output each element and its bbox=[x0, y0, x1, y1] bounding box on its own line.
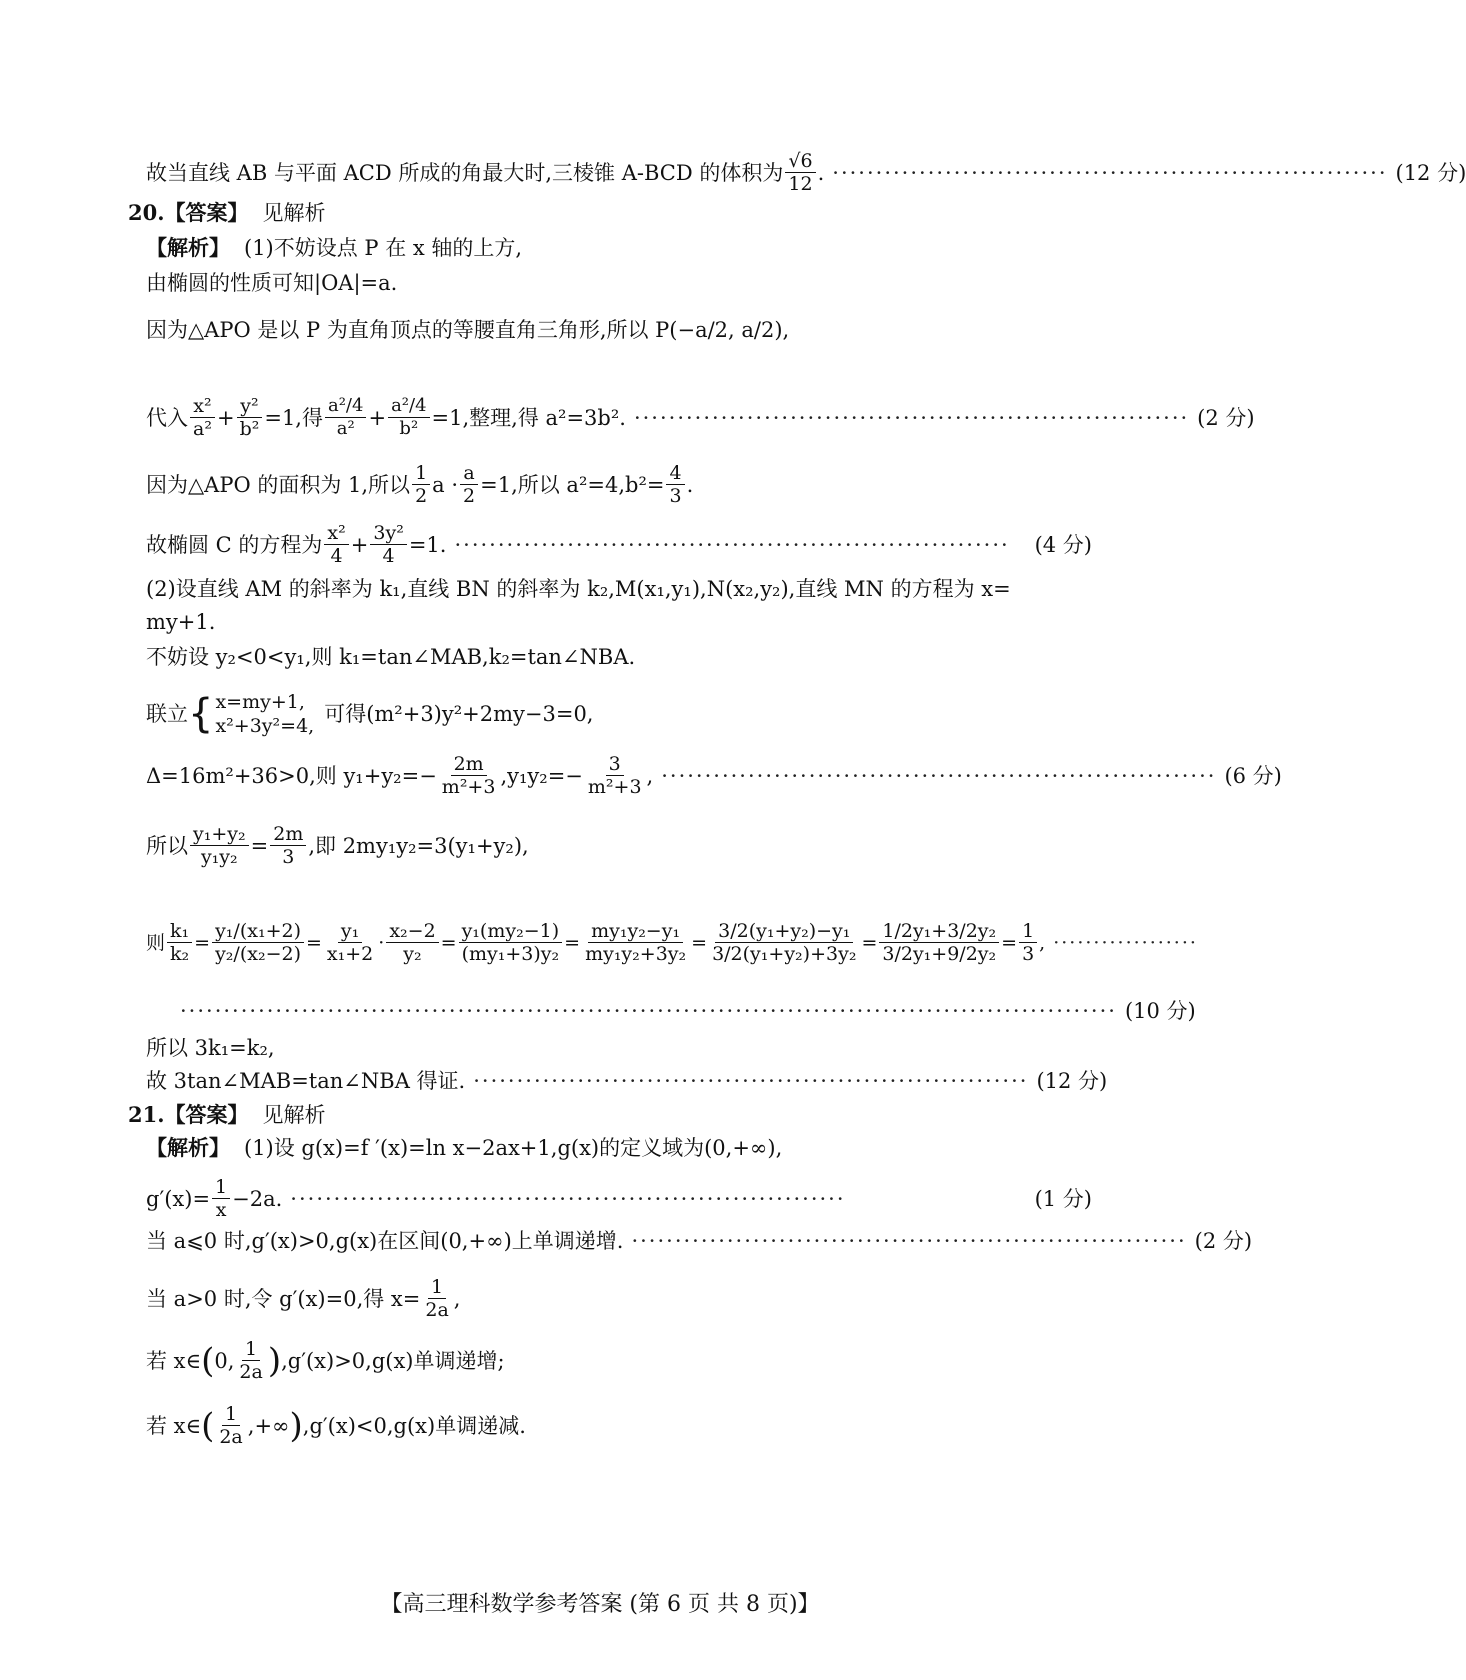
math-line bbox=[146, 1033, 1092, 1063]
fraction-part: 1/2y₁+3/2y₂ bbox=[879, 920, 999, 943]
math-text: = bbox=[250, 833, 269, 858]
left-paren: ( bbox=[201, 1405, 215, 1446]
math-text: =1,所以 a²=4,b²= bbox=[480, 472, 665, 497]
period: . bbox=[817, 160, 825, 185]
fraction-part: 2m bbox=[270, 823, 306, 846]
fraction-part: y₁ bbox=[338, 920, 362, 943]
fraction-part: y₁+y₂ bbox=[190, 823, 249, 846]
math-text: , bbox=[646, 763, 654, 788]
dot-leader: ································································ bbox=[473, 1069, 1029, 1093]
fraction-part: a² bbox=[193, 418, 212, 440]
fraction-part: y₁(my₂−1) bbox=[459, 920, 563, 943]
fraction-part: 1 bbox=[242, 1338, 260, 1361]
math-line bbox=[146, 574, 1092, 604]
fraction-part: 1 bbox=[412, 462, 430, 485]
score-10: (10 分) bbox=[1124, 999, 1196, 1023]
volume-fraction bbox=[785, 150, 815, 195]
fraction bbox=[388, 395, 429, 440]
fraction bbox=[190, 823, 249, 868]
fraction bbox=[324, 522, 348, 567]
math-text: , bbox=[453, 1286, 461, 1311]
answer-tag: 【答案】 bbox=[164, 1102, 249, 1127]
fraction-part: a²/4 bbox=[325, 395, 366, 418]
fraction-part: 3 bbox=[669, 485, 682, 507]
dot-leader: ································································ bbox=[290, 1186, 846, 1211]
fraction-part: 1 bbox=[428, 1276, 446, 1299]
fraction bbox=[709, 920, 859, 965]
score-line bbox=[180, 996, 1196, 1026]
fraction-part: 3/2(y₁+y₂)−y₁ bbox=[715, 920, 853, 943]
math-text: ,g′(x)<0,g(x)单调递减. bbox=[302, 1413, 526, 1438]
score-12: (12 分) bbox=[1395, 160, 1466, 185]
math-text: 联立 bbox=[146, 702, 188, 726]
math-text: 若 x∈ bbox=[146, 1413, 202, 1438]
math-text: , bbox=[1039, 931, 1046, 954]
fraction bbox=[190, 395, 215, 440]
fraction-part: 1 bbox=[212, 1176, 230, 1199]
math-line bbox=[146, 1176, 1092, 1221]
fraction-part: x₂−2 bbox=[386, 920, 438, 943]
fraction-part: 2m bbox=[451, 753, 487, 776]
math-text: g′(x)= bbox=[146, 1186, 211, 1211]
fraction-part: 2a bbox=[425, 1299, 449, 1321]
right-paren: ) bbox=[289, 1405, 303, 1446]
score-2: (2 分) bbox=[1197, 405, 1255, 430]
math-text: 所以 3k₁=k₂, bbox=[146, 1036, 275, 1060]
fraction bbox=[212, 920, 304, 965]
answer-tag: 【答案】 bbox=[164, 200, 249, 225]
analysis-text: (1)不妨设点 P 在 x 轴的上方, bbox=[244, 236, 523, 260]
fraction-part: 2 bbox=[463, 485, 476, 507]
multiply-dot: · bbox=[378, 931, 385, 954]
math-text: ,g′(x)>0,g(x)单调递增; bbox=[281, 1348, 505, 1373]
math-line bbox=[146, 1226, 1253, 1256]
fraction-part: 4 bbox=[330, 545, 343, 567]
fraction bbox=[666, 462, 684, 507]
fraction-part: x bbox=[215, 1199, 227, 1221]
fraction-part: y₁/(x₁+2) bbox=[212, 920, 304, 943]
question-number: 21. bbox=[128, 1102, 165, 1127]
fraction-part: y₂/(x₂−2) bbox=[215, 943, 301, 965]
dot-leader: ································································ bbox=[631, 1229, 1187, 1253]
analysis-tag: 【解析】 bbox=[146, 235, 230, 260]
fraction bbox=[370, 522, 406, 567]
fraction bbox=[439, 753, 499, 798]
fraction-part: y₁y₂ bbox=[200, 846, 238, 868]
fraction-part: 2a bbox=[219, 1426, 243, 1448]
math-text: =1. bbox=[408, 532, 447, 557]
math-line: 代入 $\frac{\text{x²}}{\text{a²}}$ + $\frac{\text{y²}}{\text{b²}}$ =1,得 $\frac{\text{a²/4}}{\text{a²}}$ + $\frac{\text{a²/4}}{\text{b²}}$ =1,整理,得 a²=3b². ································································ (2 分) bbox=[146, 395, 1255, 440]
q21-answer-line bbox=[128, 1100, 1092, 1130]
math-text: Δ=16m²+36>0,则 y₁+y₂=− bbox=[146, 763, 437, 788]
fraction-part: √6 bbox=[785, 150, 815, 173]
math-text: a · bbox=[432, 472, 459, 497]
math-text: 因为△APO 是以 P 为直角顶点的等腰直角三角形,所以 P bbox=[146, 318, 670, 342]
equation-system: x=my+1, x²+3y²=4, bbox=[215, 691, 315, 737]
math-text: (2)设直线 AM 的斜率为 k₁,直线 BN 的斜率为 k₂,M(x₁,y₁),N(x₂,y₂),直线 MN 的方程为 x= bbox=[146, 577, 1011, 601]
fraction-part: k₁ bbox=[167, 920, 192, 943]
math-text: 故椭圆 C 的方程为 bbox=[146, 532, 323, 557]
fraction-part: 12 bbox=[788, 173, 813, 195]
fraction-part: 2a bbox=[239, 1361, 263, 1383]
dot-leader: ································································ bbox=[661, 763, 1217, 788]
fraction-part: y² bbox=[237, 395, 261, 418]
fraction-part: 1 bbox=[222, 1403, 240, 1426]
fraction bbox=[324, 920, 376, 965]
fraction-part: my₁y₂+3y₂ bbox=[585, 943, 687, 965]
fraction bbox=[879, 920, 999, 965]
fraction-part: a²/4 bbox=[388, 395, 429, 418]
fraction bbox=[1019, 920, 1037, 965]
page-footer: 【高三理科数学参考答案 (第 6 页 共 8 页)】 bbox=[380, 1592, 820, 1617]
math-line bbox=[146, 1276, 1092, 1321]
q20-answer-line bbox=[128, 198, 1092, 228]
fraction-part: k₂ bbox=[170, 943, 190, 965]
math-text: 由椭圆的性质可知|OA|=a. bbox=[146, 271, 398, 295]
fraction bbox=[237, 395, 263, 440]
fraction-part: my₁y₂−y₁ bbox=[588, 920, 683, 943]
math-line bbox=[146, 268, 1092, 298]
fraction bbox=[585, 753, 645, 798]
score-12: (12 分) bbox=[1036, 1069, 1108, 1093]
dot-leader: ································································ bbox=[454, 532, 1010, 557]
left-brace: { bbox=[188, 691, 214, 737]
fraction-part: x₁+2 bbox=[326, 943, 374, 965]
fraction-part: 1 bbox=[1019, 920, 1037, 943]
math-line bbox=[146, 753, 1282, 798]
math-line: 故椭圆 C 的方程为 $\frac{\text{x²}}{4}$ + $\frac{\text{3y²}}{4}$ =1. ································································ (4 分) bbox=[146, 522, 1092, 567]
q19-conclusion-line bbox=[146, 150, 1466, 195]
math-text: 若 x∈ bbox=[146, 1348, 202, 1373]
math-line bbox=[146, 642, 1092, 672]
fraction-part: (my₁+3)y₂ bbox=[461, 943, 560, 965]
fraction-part: y₂ bbox=[403, 943, 422, 965]
math-text: 当 a⩽0 时,g′(x)>0,g(x)在区间(0,+∞)上单调递增. bbox=[146, 1229, 624, 1253]
question-number: 20. bbox=[128, 200, 165, 225]
score-6: (6 分) bbox=[1224, 763, 1282, 788]
math-text: 则 bbox=[146, 931, 166, 954]
fraction-part: a² bbox=[336, 418, 355, 439]
fraction-part: 3/2y₁+9/2y₂ bbox=[882, 943, 997, 965]
score-4: (4 分) bbox=[1034, 532, 1092, 557]
fraction-part: 3 bbox=[1022, 943, 1035, 965]
math-line bbox=[146, 1066, 1108, 1096]
fraction bbox=[270, 823, 306, 868]
dot-leader: ············································································································ bbox=[180, 999, 1117, 1023]
q21-analysis-line bbox=[146, 1133, 1092, 1163]
q19-conclusion-text: 故当直线 AB 与平面 ACD 所成的角最大时,三棱锥 A-BCD 的体积为 bbox=[146, 160, 784, 185]
fraction bbox=[167, 920, 192, 965]
math-text: 因为△APO 的面积为 1,所以 bbox=[146, 472, 411, 497]
math-text: =1,整理,得 a²=3b². bbox=[431, 405, 626, 430]
score-2: (2 分) bbox=[1194, 1229, 1253, 1253]
fraction-part: 4 bbox=[382, 545, 395, 567]
ratio-derivation-line: 则 $\frac{\text{k₁}}{\text{k₂}}$ = $\frac{\text{y₁/(x₁+2)}}{\text{y₂/(x₂−2)}}$ = $\frac{\text{y₁}}{\text{x₁+2}}$ · $\frac{\text{x₂−2}}{\text{y₂}}$ = $\frac{\text{y₁(my₂−1)}}{\text{(my₁+3)y₂}}$ = $\frac{\text{my₁y₂−y₁}}{\text{my₁y₂+3y₂}}$ = $\frac{\text{3/2(y₁+y₂)−y₁}}{\text{3/2(y₁+y₂)+3y₂}}$ = $\frac{\text{1/2y₁+3/2y₂}}{\text{3/2y₁+9/2y₂}}$ = $\frac{1}{3}$ , ·················· bbox=[146, 920, 1198, 965]
fraction-part: x² bbox=[324, 522, 348, 545]
fraction bbox=[236, 1338, 265, 1383]
math-line bbox=[146, 823, 1092, 868]
math-line bbox=[146, 607, 1092, 637]
math-text: ,即 2my₁y₂=3(y₁+y₂), bbox=[308, 833, 529, 858]
fraction-part: 4 bbox=[666, 462, 684, 485]
fraction-part: b² bbox=[399, 418, 419, 439]
dot-leader: ································································ bbox=[633, 405, 1190, 430]
math-text: 可得(m²+3)y²+2my−3=0, bbox=[324, 702, 594, 726]
math-text: 代入 bbox=[146, 405, 188, 430]
math-text: 当 a>0 时,令 g′(x)=0,得 x= bbox=[146, 1286, 421, 1311]
fraction bbox=[422, 1276, 451, 1321]
fraction bbox=[212, 1176, 230, 1221]
dot-leader: ································································ bbox=[832, 160, 1388, 185]
point-coordinates: (−a/2, a/2), bbox=[669, 318, 790, 342]
fraction bbox=[460, 462, 478, 507]
score-1: (1 分) bbox=[1034, 1186, 1092, 1211]
q20-analysis-line bbox=[146, 233, 1092, 263]
fraction bbox=[386, 920, 438, 965]
fraction-part: b² bbox=[239, 418, 260, 440]
math-text: 故 3tan∠MAB=tan∠NBA 得证. bbox=[146, 1069, 466, 1093]
answer-text: 见解析 bbox=[262, 201, 326, 225]
fraction bbox=[582, 920, 689, 965]
math-line bbox=[146, 690, 1092, 738]
fraction bbox=[412, 462, 430, 507]
fraction-part: m²+3 bbox=[587, 776, 642, 798]
fraction bbox=[216, 1403, 245, 1448]
analysis-tag: 【解析】 bbox=[146, 1135, 230, 1160]
math-text: ,+∞ bbox=[247, 1413, 290, 1438]
math-text: =1,得 bbox=[264, 405, 323, 430]
fraction bbox=[459, 920, 563, 965]
math-text: 所以 bbox=[146, 833, 188, 858]
left-paren: ( bbox=[201, 1340, 215, 1381]
math-text: 0, bbox=[214, 1348, 235, 1373]
math-line bbox=[146, 315, 1092, 345]
dot-leader: ·················· bbox=[1053, 931, 1198, 954]
math-text: −2a. bbox=[232, 1186, 283, 1211]
fraction-part: 3 bbox=[282, 846, 295, 868]
math-line bbox=[146, 1338, 1092, 1383]
math-line bbox=[146, 1403, 1092, 1448]
answer-text: 见解析 bbox=[262, 1103, 326, 1127]
fraction-part: 3 bbox=[606, 753, 624, 776]
fraction-part: 3y² bbox=[370, 522, 406, 545]
right-paren: ) bbox=[267, 1340, 282, 1381]
fraction-part: m²+3 bbox=[441, 776, 496, 798]
fraction bbox=[325, 395, 366, 440]
fraction-part: 2 bbox=[415, 485, 428, 507]
math-text: . bbox=[686, 472, 694, 497]
fraction-part: a bbox=[460, 462, 477, 485]
analysis-text: (1)设 g(x)=f ′(x)=ln x−2ax+1,g(x)的定义域为(0,+∞), bbox=[244, 1136, 783, 1160]
math-text: 不妨设 y₂<0<y₁,则 k₁=tan∠MAB,k₂=tan∠NBA. bbox=[146, 645, 636, 669]
fraction-part: x² bbox=[190, 395, 214, 418]
math-text: my+1. bbox=[146, 610, 216, 634]
math-text: ,y₁y₂=− bbox=[500, 763, 583, 788]
fraction-part: 3/2(y₁+y₂)+3y₂ bbox=[712, 943, 857, 965]
math-line bbox=[146, 462, 1092, 507]
